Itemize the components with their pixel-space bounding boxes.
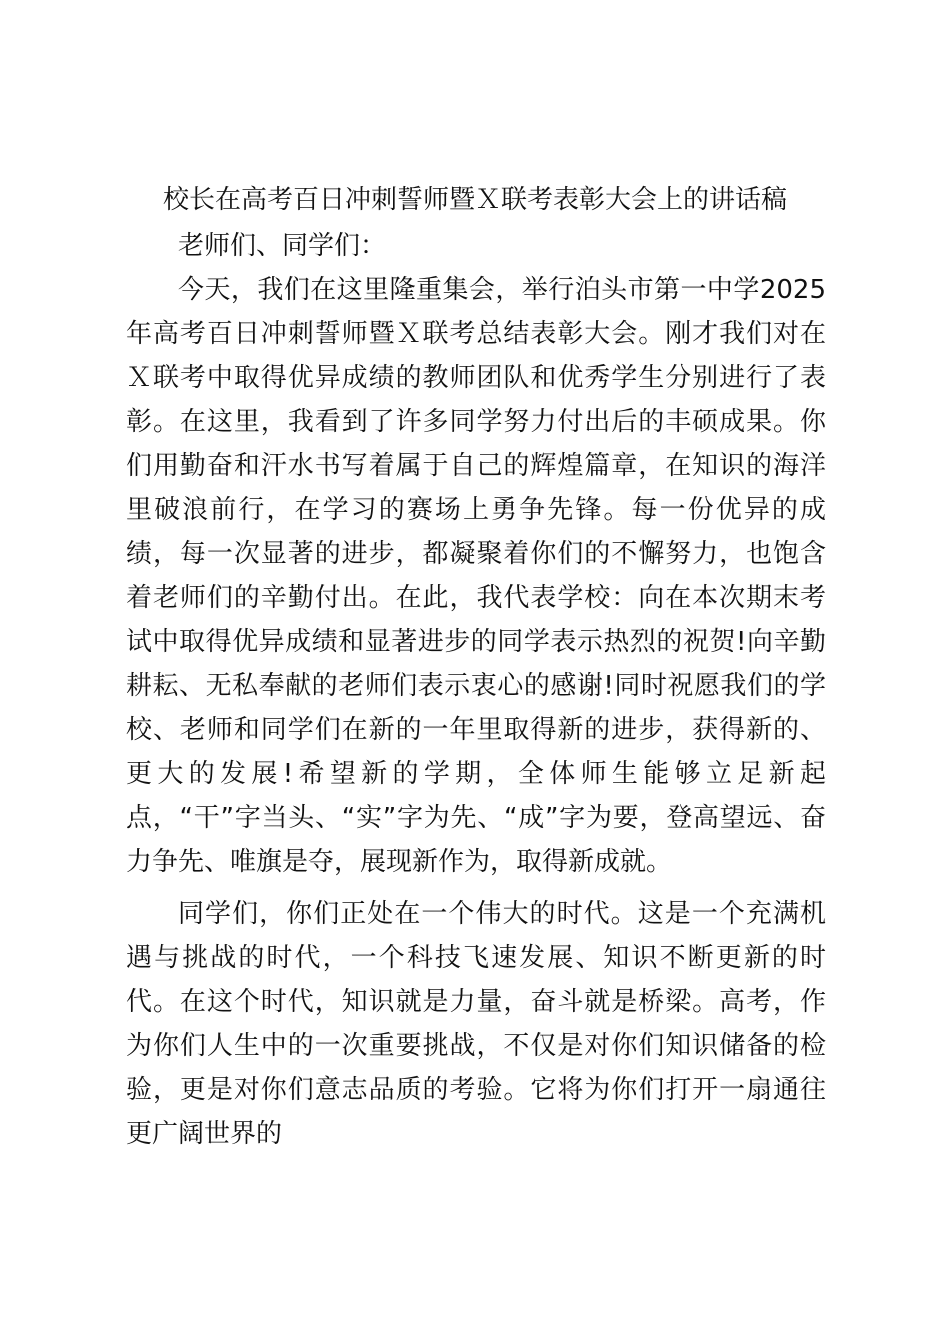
paragraph-2: 同学们，你们正处在一个伟大的时代。这是一个充满机遇与挑战的时代，一个科技飞速发展、知识不断更新的时代。在这个时代，知识就是力量，奋斗就是桥梁。高考，作为你们人生中的一次重要挑战，不仅是对你们知识储备的检验，更是对你们意志品质的考验。它将为你们打开一扇通往更广阔世界的 xyxy=(126,899,826,1149)
document-body xyxy=(126,224,826,1156)
document-title: 校长在高考百日冲刺誓师暨Ｘ联考表彰大会上的讲话稿 xyxy=(162,185,787,215)
paragraph-1: 今天，我们在这里隆重集会，举行泊头市第一中学2025年高考百日冲刺誓师暨Ｘ联考总结表彰大会。刚才我们对在Ｘ联考中取得优异成绩的教师团队和优秀学生分别进行了表彰。在这里，我看到了许多同学努力付出后的丰硕成果。你们用勤奋和汗水书写着属于自己的辉煌篇章，在知识的海洋里破浪前行，在学习的赛场上勇争先锋。每一份优异的成绩，每一次显著的进步，都凝聚着你们的不懈努力，也饱含着老师们的辛勤付出。在此，我代表学校：向在本次期末考试中取得优异成绩和显著进步的同学表示热烈的祝贺!向辛勤耕耘、无私奉献的老师们表示衷心的感谢!同时祝愿我们的学校、老师和同学们在新的一年里取得新的进步，获得新的、更大的发展!希望新的学期，全体师生能够立足新起点，“干”字当头、“实”字为先、“成”字为要，登高望远、奋力争先、唯旗是夺，展现新作为，取得新成就。 xyxy=(126,275,826,877)
greeting: 老师们、同学们： xyxy=(178,231,387,261)
